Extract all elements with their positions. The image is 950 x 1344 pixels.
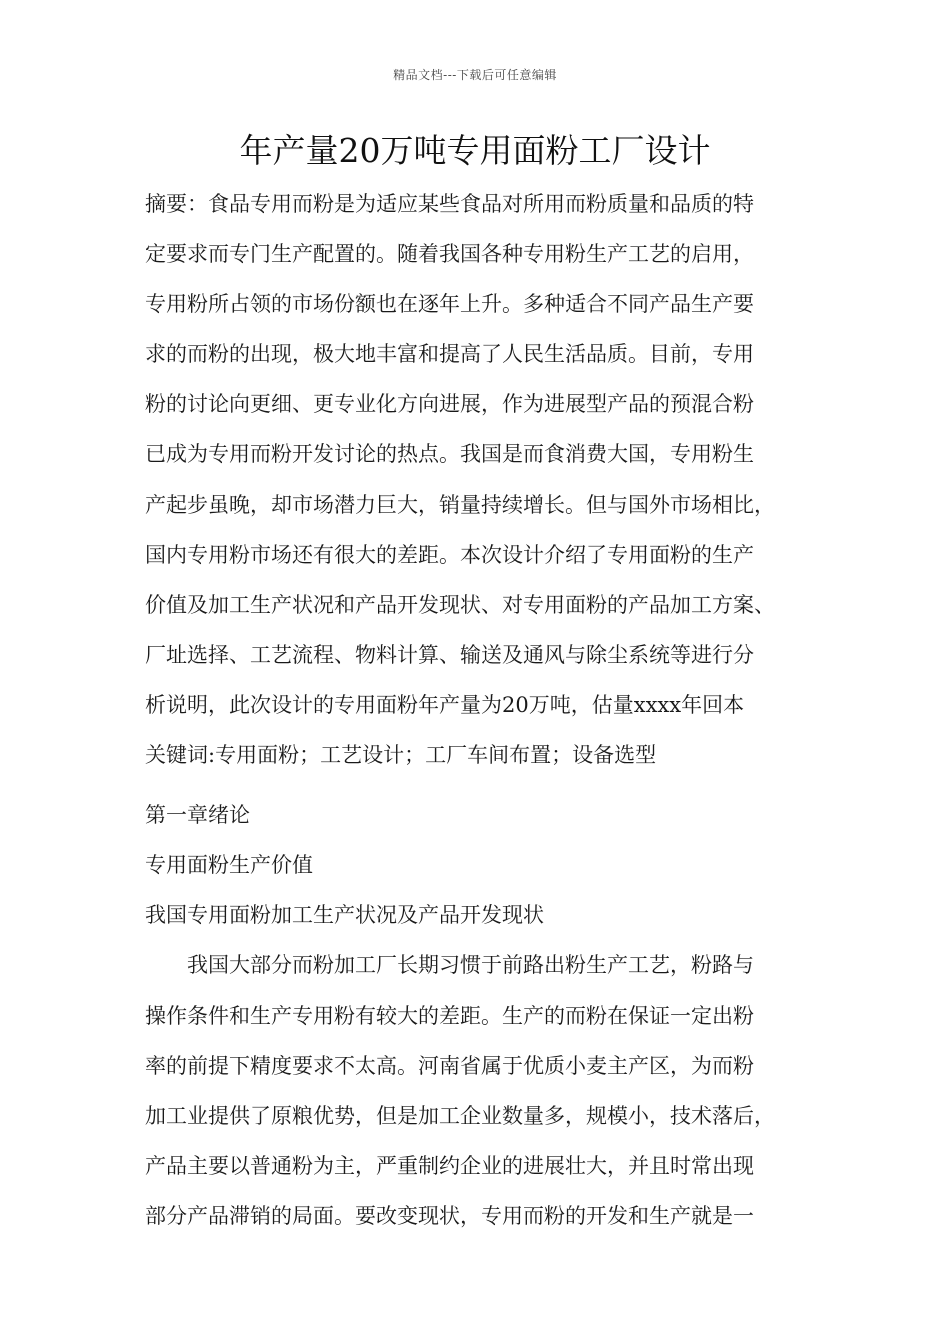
body-line: 操作条件和生产专用粉有较大的差距。生产的而粉在保证一定出粉 [145,1003,754,1028]
abstract-line: 摘要：食品专用而粉是为适应某些食品对所用而粉质量和品质的特 [145,192,754,216]
body-line: 我国大部分而粉加工厂长期习惯于前路出粉生产工艺，粉路与 [187,953,754,978]
abstract-line: 粉的讨论向更细、更专业化方向进展，作为进展型产品的预混合粉 [145,392,754,417]
abstract-line: 专用粉所占领的市场份额也在逐年上升。多种适合不同产品生产要 [145,292,754,317]
document-title: 年产量20万吨专用面粉工厂设计 [239,131,711,170]
abstract-line: 析说明，此次设计的专用面粉年产量为20万吨，估量xxxx年回本 [145,692,745,717]
body-line: 产品主要以普通粉为主，严重制约企业的进展壮大，并且时常出现 [145,1153,754,1178]
body-line: 部分产品滞销的局面。要改变现状，专用而粉的开发和生产就是一 [145,1203,754,1228]
abstract-paragraph [145,179,815,730]
abstract-line: 已成为专用而粉开发讨论的热点。我国是而食消费大国，专用粉生 [145,442,754,467]
section-heading: 专用面粉生产价值 [145,853,313,878]
chapter-heading: 第一章绪论 [145,803,250,828]
abstract-line: 国内专用粉市场还有很大的差距。本次设计介绍了专用面粉的生产 [145,542,754,567]
abstract-line: 价值及加工生产状况和产品开发现状、对专用面粉的产品加工方案、 [145,592,775,617]
body-line: 加工业提供了原粮优势，但是加工企业数量多，规模小，技术落后， [145,1103,775,1128]
body-paragraph [145,940,815,1241]
section-heading: 我国专用面粉加工生产状况及产品开发现状 [145,903,544,928]
keywords-line: 关键词:专用面粉；工艺设计；工厂车间布置；设备选型 [145,743,657,768]
abstract-line: 厂址选择、工艺流程、物料计算、输送及通风与除尘系统等进行分 [145,642,754,667]
abstract-line: 求的而粉的出现，极大地丰富和提高了人民生活品质。目前，专用 [145,342,754,367]
header-note: 精品文档---下载后可任意编辑 [393,68,557,82]
body-line: 率的前提下精度要求不太高。河南省属于优质小麦主产区，为而粉 [145,1053,754,1078]
abstract-line: 定要求而专门生产配置的。随着我国各种专用粉生产工艺的启用， [145,242,754,267]
document-body [145,179,815,1241]
abstract-line: 产起步虽晚，却市场潜力巨大，销量持续增长。但与国外市场相比， [145,492,775,517]
